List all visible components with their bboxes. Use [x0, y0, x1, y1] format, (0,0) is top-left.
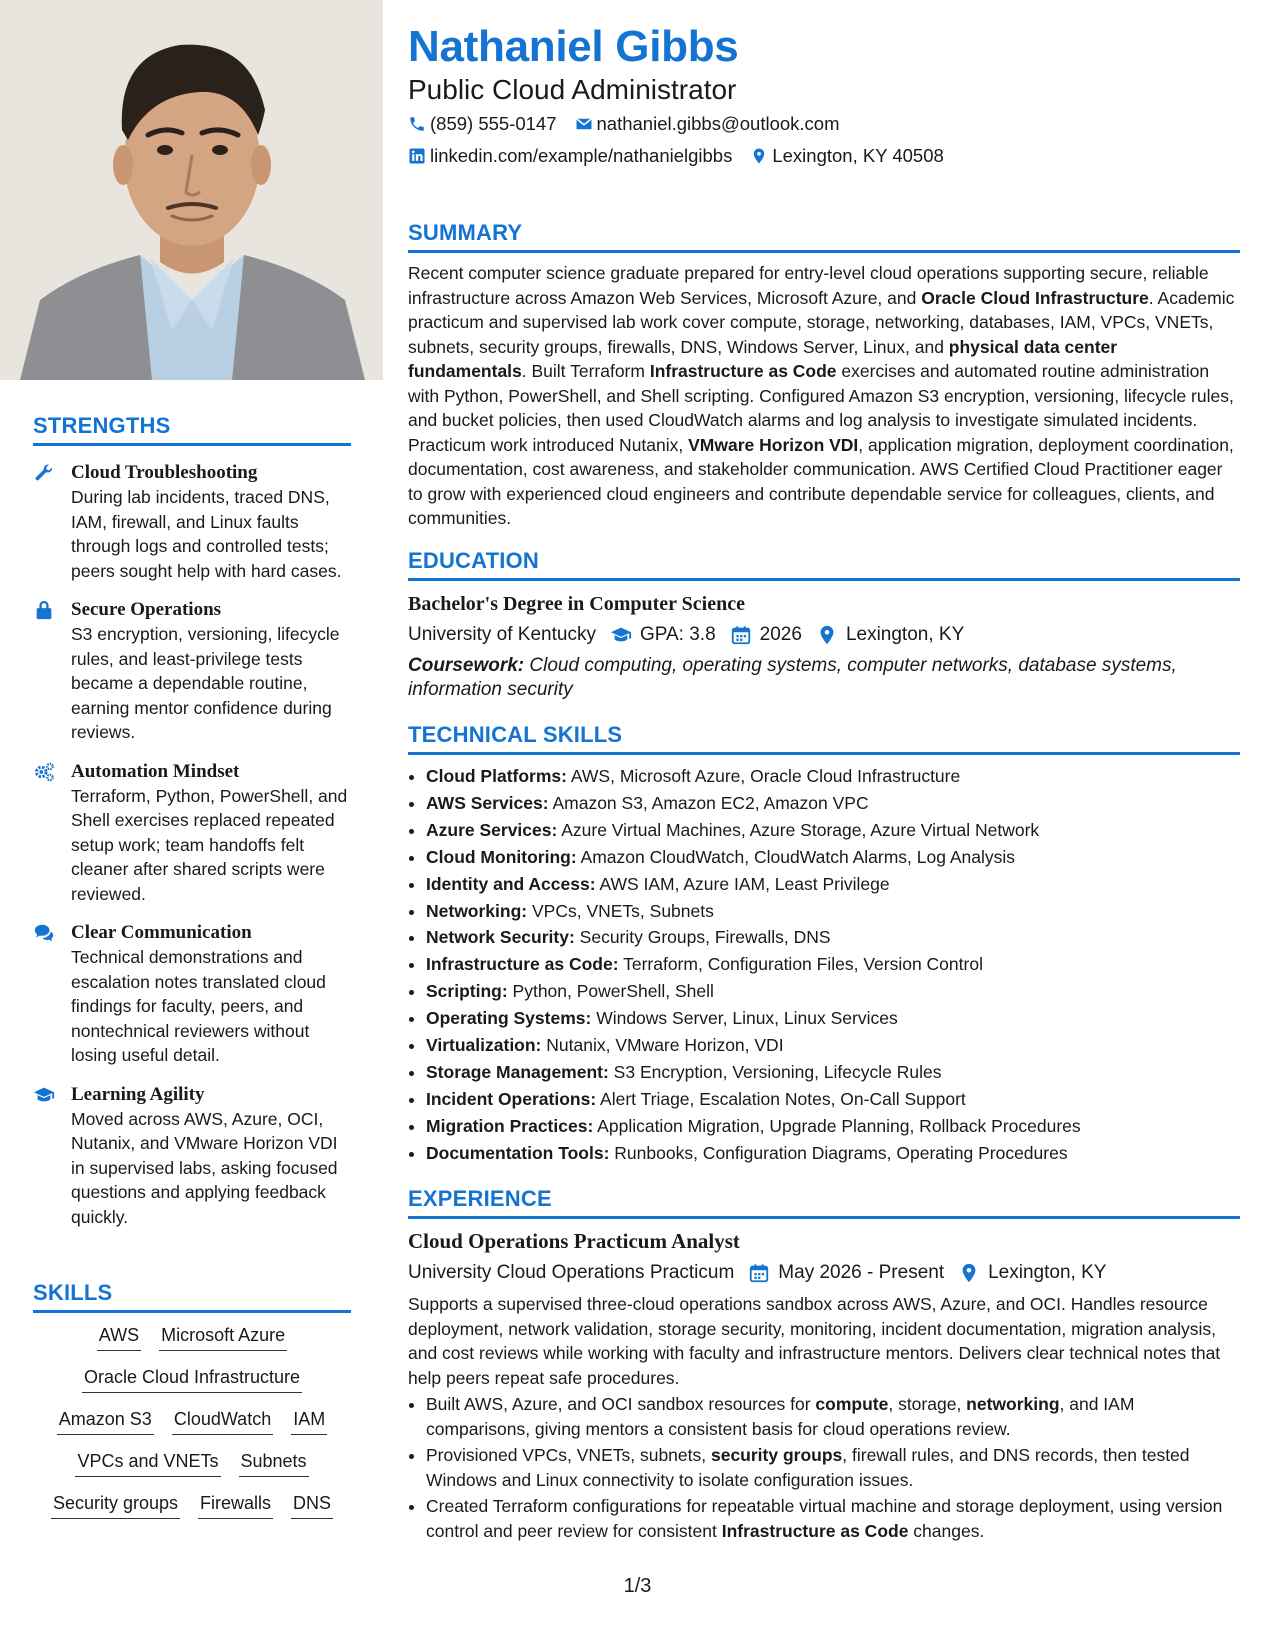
list-item: [426, 1494, 1240, 1543]
skill-value: Runbooks, Configuration Diagrams, Operating Procedures: [609, 1142, 1068, 1163]
list-item: [426, 1392, 1240, 1441]
skill-label: Azure Services:: [426, 819, 558, 840]
envelope-icon: [575, 115, 593, 133]
skill-value: Python, PowerShell, Shell: [507, 981, 714, 1002]
skill-tags: [33, 1325, 351, 1519]
list-item: [426, 951, 1240, 978]
bullet-part: , firewall rules, and DNS records, then tested Windows and Linux connectivity to isolate configuration issues.: [426, 1445, 1190, 1490]
summary-part-bold: physical data center fundamentals: [408, 336, 1118, 381]
summary-part-bold: Infrastructure as Code: [649, 361, 837, 381]
skill-value: Alert Triage, Escalation Notes, On-Call Support: [596, 1088, 966, 1109]
job-title: Cloud Operations Practicum Analyst: [408, 1229, 740, 1253]
linkedin-icon: [408, 147, 426, 165]
technical-skills-section: [408, 722, 1240, 1167]
skill-tag: CloudWatch: [172, 1409, 273, 1435]
strength-item: [33, 759, 351, 907]
list-item: [426, 1113, 1240, 1140]
skill-tag: AWS: [97, 1325, 141, 1351]
graduation-cap-icon: [610, 624, 632, 646]
technical-skills-heading: TECHNICAL SKILLS: [408, 722, 1240, 755]
skill-tag: Oracle Cloud Infrastructure: [82, 1367, 302, 1393]
summary-part-bold: VMware Horizon VDI: [688, 434, 859, 455]
bullet-part: , storage,: [888, 1394, 967, 1414]
job-location: [958, 1262, 1106, 1284]
skill-label: Virtualization:: [426, 1035, 542, 1056]
employer: [408, 1262, 734, 1284]
skill-label: Scripting:: [426, 981, 508, 1002]
skill-row: [33, 1451, 351, 1477]
skill-tag: Firewalls: [198, 1493, 273, 1519]
list-item: [426, 1140, 1240, 1167]
strength-title: Learning Agility: [71, 1083, 205, 1105]
list-item: [426, 871, 1240, 898]
page-number: 1/3: [623, 1575, 652, 1597]
skill-tag: Subnets: [239, 1451, 309, 1477]
skill-label: Infrastructure as Code:: [426, 954, 619, 975]
summary-part: exercises and automated routine administration with Python, PowerShell, and Shell scripting. Configured Amazon S3 encryption, versioning, lifecycle rules, and bucket policies, then used CloudWatch alarms and log analysis to investigate simulated incidents. Practicum work introduced Nutanix,: [408, 361, 1234, 455]
strengths-heading: STRENGTHS: [33, 413, 351, 446]
coursework: [408, 654, 1240, 702]
graduation-cap-icon: [33, 1084, 57, 1230]
list-item: [426, 1443, 1240, 1492]
skill-row: [33, 1493, 351, 1519]
bullet-part: Built AWS, Azure, and OCI sandbox resources for: [426, 1394, 816, 1414]
skill-label: Operating Systems:: [426, 1008, 592, 1029]
strength-item: [33, 460, 351, 583]
linkedin-text: linkedin.com/example/nathanielgibbs: [430, 145, 733, 166]
strength-text: Technical demonstrations and escalation notes translated cloud findings for faculty, peers, and nontechnical reviewers without losing useful detail.: [71, 947, 326, 1065]
summary-part: Recent computer science graduate prepared for entry-level cloud operations supporting secure, reliable infrastructure across Amazon Web Services, Microsoft Azure, and: [408, 263, 1209, 308]
experience-heading: EXPERIENCE: [408, 1186, 1240, 1219]
school-name: [408, 624, 596, 646]
job-dates-text: May 2026 - Present: [778, 1262, 945, 1283]
skill-value: AWS IAM, Azure IAM, Least Privilege: [595, 873, 890, 894]
phone-icon: [408, 115, 426, 133]
map-pin-icon: [816, 624, 838, 646]
strength-title: Secure Operations: [71, 599, 222, 620]
job-location-text: Lexington, KY: [988, 1262, 1107, 1283]
profile-photo: [0, 0, 383, 380]
skills-section: [33, 1280, 351, 1519]
gears-icon: [33, 761, 57, 907]
summary-section: [408, 220, 1240, 531]
coursework-label: Coursework:: [408, 655, 525, 676]
summary-part: . Academic practicum and supervised lab work cover compute, storage, networking, databases, IAM, VPCs, VNETs, subnets, security groups, firewalls, DNS, Windows Server, Linux, and: [408, 287, 1235, 357]
job-dates: [748, 1262, 944, 1284]
candidate-role: Public Cloud Administrator: [408, 74, 737, 105]
education-heading: EDUCATION: [408, 548, 1240, 581]
list-item: [426, 978, 1240, 1005]
skill-label: Cloud Platforms:: [426, 766, 567, 786]
bullet-part: , and IAM comparisons, giving mentors a consistent basis for cloud operations review.: [426, 1394, 1135, 1439]
list-item: [426, 763, 1240, 790]
avatar: [0, 0, 383, 380]
grad-year: [730, 624, 802, 646]
list-item: [426, 1059, 1240, 1086]
edu-location-text: Lexington, KY: [845, 624, 965, 645]
job-details: [408, 1262, 1240, 1284]
skill-label: Incident Operations:: [426, 1088, 597, 1109]
map-pin-icon: [958, 1262, 980, 1284]
strength-item: [33, 597, 351, 745]
strength-text: S3 encryption, versioning, lifecycle rules, and least-privilege tests became a dependable routine, earning mentor confidence during reviews.: [71, 624, 340, 742]
experience-section: [408, 1186, 1240, 1545]
skill-label: Migration Practices:: [426, 1115, 594, 1136]
phone-contact[interactable]: [408, 113, 557, 135]
contact-row: [408, 145, 962, 167]
job-bullets: [408, 1392, 1240, 1543]
strength-text: During lab incidents, traced DNS, IAM, firewall, and Linux faults through logs and controlled tests; peers sought help with hard cases.: [71, 487, 342, 581]
skill-value: Nutanix, VMware Horizon, VDI: [541, 1035, 784, 1056]
strength-item: [33, 920, 351, 1068]
bullet-part-bold: security groups: [710, 1445, 843, 1465]
skill-tag: Microsoft Azure: [159, 1325, 287, 1351]
summary-heading: SUMMARY: [408, 220, 1240, 253]
skill-label: Network Security:: [426, 927, 575, 948]
contact-row: [408, 113, 858, 135]
map-pin-icon: [750, 147, 768, 165]
calendar-icon: [748, 1262, 770, 1284]
education-details: [408, 624, 1240, 646]
skill-value: Azure Virtual Machines, Azure Storage, Azure Virtual Network: [557, 819, 1040, 840]
wrench-icon: [33, 462, 57, 583]
list-item: [426, 898, 1240, 925]
skill-value: Terraform, Configuration Files, Version Control: [618, 954, 983, 975]
skill-label: Identity and Access:: [426, 873, 596, 894]
degree-title: Bachelor's Degree in Computer Science: [408, 593, 745, 615]
skills-heading: SKILLS: [33, 1280, 351, 1313]
summary-part: , application migration, deployment coordination, documentation, cost awareness, and stakeholder communication. AWS Certified Cloud Practitioner eager to grow with experienced cloud engineers and contribute dependable service for colleagues, clients, and communities.: [408, 434, 1234, 528]
list-item: [426, 844, 1240, 871]
skill-label: Networking:: [426, 900, 528, 921]
strength-item: [33, 1082, 351, 1230]
strengths-section: [33, 413, 351, 1229]
bullet-part: Provisioned VPCs, VNETs, subnets,: [426, 1445, 711, 1465]
coursework-text: Cloud computing, operating systems, computer networks, database systems, information security: [408, 655, 1177, 700]
technical-skills-list: [408, 763, 1240, 1167]
job-description: Supports a supervised three-cloud operations sandbox across AWS, Azure, and OCI. Handles resource deployment, network validation, storage security, monitoring, incident documentation, migration analysis, and cost reviews while working with faculty and infrastructure mentors. Delivers clear technical notes that help peers repeat safe procedures.: [408, 1294, 1221, 1388]
skill-value: Amazon CloudWatch, CloudWatch Alarms, Log Analysis: [576, 846, 1016, 867]
employer-text: University Cloud Operations Practicum: [408, 1262, 735, 1283]
skill-row: [33, 1409, 351, 1435]
candidate-name: Nathaniel Gibbs: [408, 22, 739, 71]
strength-title: Cloud Troubleshooting: [71, 462, 258, 483]
skill-value: Amazon S3, Amazon EC2, Amazon VPC: [548, 792, 869, 813]
summary-part: . Built Terraform: [521, 361, 650, 381]
email-text: nathaniel.gibbs@outlook.com: [596, 113, 840, 134]
sidebar: [0, 0, 383, 1650]
skill-tag: DNS: [291, 1493, 333, 1519]
skill-label: Storage Management:: [426, 1061, 609, 1082]
skill-value: Windows Server, Linux, Linux Services: [591, 1008, 898, 1029]
summary-part-bold: Oracle Cloud Infrastructure: [921, 287, 1149, 308]
list-item: [426, 817, 1240, 844]
bullet-part-bold: networking: [966, 1394, 1060, 1414]
skill-tag: IAM: [291, 1409, 327, 1435]
year-text: 2026: [759, 624, 802, 645]
strength-text: Moved across AWS, Azure, OCI, Nutanix, and VMware Horizon VDI in supervised labs, asking focused questions and applying feedback quickly.: [71, 1108, 338, 1227]
strength-title: Clear Communication: [71, 922, 252, 943]
email-contact[interactable]: [575, 113, 840, 135]
skill-row: [33, 1325, 351, 1351]
chat-icon: [33, 922, 57, 1068]
skill-row: [33, 1367, 351, 1393]
lock-icon: [33, 599, 57, 745]
list-item: [426, 1005, 1240, 1032]
skill-label: Cloud Monitoring:: [426, 846, 577, 867]
linkedin-contact[interactable]: [408, 145, 732, 167]
summary-text: [408, 261, 1240, 531]
bullet-part: changes.: [908, 1520, 985, 1541]
bullet-part-bold: compute: [815, 1394, 889, 1414]
skill-value: Security Groups, Firewalls, DNS: [574, 927, 831, 948]
gpa-text: GPA: 3.8: [639, 624, 716, 645]
bullet-part-bold: Infrastructure as Code: [721, 1520, 909, 1541]
strength-title: Automation Mindset: [71, 760, 240, 782]
calendar-icon: [730, 624, 752, 646]
bullet-part: Created Terraform configurations for repeatable virtual machine and storage deployment, using version control and peer review for consistent: [426, 1496, 1223, 1541]
list-item: [426, 924, 1240, 951]
list-item: [426, 1032, 1240, 1059]
location-contact: [750, 145, 943, 167]
skill-tag: Security groups: [51, 1493, 180, 1519]
skill-value: Application Migration, Upgrade Planning, Rollback Procedures: [593, 1115, 1081, 1136]
strength-text: Terraform, Python, PowerShell, and Shell exercises replaced repeated setup work; team handoffs felt cleaner after shared scripts were reviewed.: [71, 785, 348, 904]
skill-value: VPCs, VNETs, Subnets: [527, 900, 714, 921]
skill-label: AWS Services:: [426, 792, 549, 813]
list-item: [426, 1086, 1240, 1113]
skill-label: Documentation Tools:: [426, 1142, 610, 1163]
gpa: [610, 624, 716, 646]
phone-text: (859) 555-0147: [430, 113, 557, 134]
location-text: Lexington, KY 40508: [772, 145, 944, 166]
education-section: [408, 548, 1240, 702]
list-item: [426, 790, 1240, 817]
edu-location: [816, 624, 964, 646]
skill-value: S3 Encryption, Versioning, Lifecycle Rules: [608, 1061, 942, 1082]
skill-value: AWS, Microsoft Azure, Oracle Cloud Infrastructure: [566, 766, 961, 786]
school-text: University of Kentucky: [408, 624, 596, 645]
skill-tag: VPCs and VNETs: [75, 1451, 220, 1477]
skill-tag: Amazon S3: [57, 1409, 154, 1435]
